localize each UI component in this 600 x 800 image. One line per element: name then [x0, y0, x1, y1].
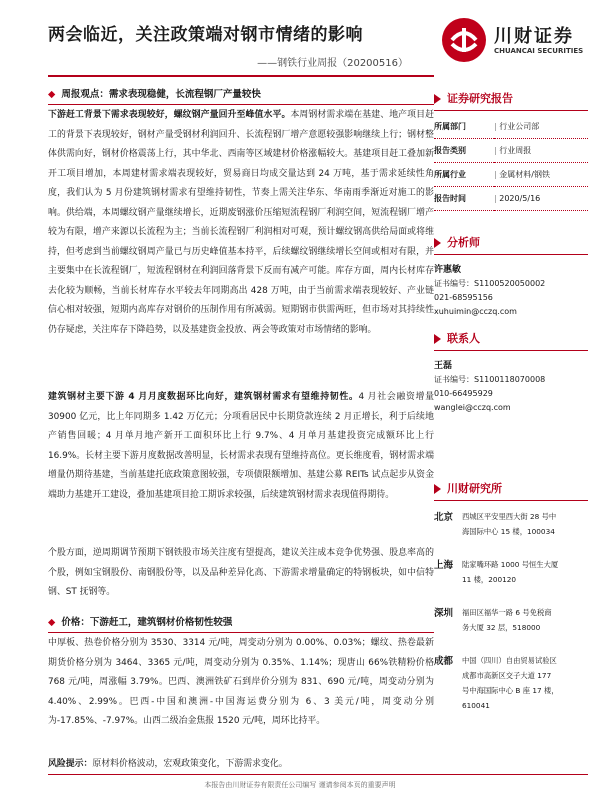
contact-email: wanglei@cczq.com: [434, 403, 511, 412]
info-row: 所属行业 | 金属材料/钢铁: [434, 163, 588, 187]
section-divider: [48, 632, 434, 633]
contact-section: [434, 330, 588, 415]
analyst-heading: 分析师: [434, 234, 588, 250]
risk-warning: 风险提示：原材料价格波动，宏观政策变化，下游需求变化。: [48, 759, 288, 769]
side-divider: [434, 500, 588, 501]
info-row: 报告类别 | 行业周报: [434, 139, 588, 163]
analyst-cert: 证书编号：S1100520050002: [434, 279, 546, 288]
paragraph-stocks: 个股方面，逆周期调节预期下钢铁股市场关注度有望提高，建议关注成本竞争优势强、股息率高的个股，例如宝钢股份、南钢股份等，以及品种差异化高、下游需求增量确定的特钢板块，如中信特钢、ST 抚钢等。: [48, 548, 434, 597]
arrow-icon: [434, 238, 441, 248]
report-header: [0, 0, 600, 84]
footer-divider: [48, 774, 588, 775]
analyst-name: 许惠敏: [434, 265, 462, 275]
report-info-table: [434, 115, 588, 211]
report-subtitle: ——钢铁行业周报（20200516）: [257, 58, 408, 69]
arrow-icon: [434, 484, 441, 494]
section-heading-views: ◆ 周报观点：需求表现稳健，长流程钢厂产量较快: [48, 89, 261, 100]
header-divider: [48, 75, 434, 77]
company-logo: [442, 18, 582, 62]
report-info-section: [434, 90, 588, 211]
analyst-card: [434, 263, 588, 319]
side-divider: [434, 254, 588, 255]
logo-text-cn: 川财证券: [494, 26, 574, 47]
side-divider: [434, 110, 588, 111]
contact-name: 王磊: [434, 361, 453, 371]
contact-cert: 证书编号：S1100118070008: [434, 375, 546, 384]
address-shanghai: 上海 陆家嘴环路 1000 号恒生大厦 11 楼，200120: [434, 560, 559, 584]
address-shenzhen: 深圳 福田区福华一路 6 号免税商 务大厦 32 层，518000: [434, 608, 552, 632]
address-beijing: 北京 西城区平安里西大街 28 号中 海国际中心 15 楼，100034: [434, 512, 557, 536]
arrow-icon: [434, 94, 441, 104]
diamond-bullet-icon: ◆: [48, 89, 56, 100]
arrow-icon: [434, 334, 441, 344]
institute-heading: 川财研究所: [434, 480, 588, 496]
section-heading-price: ◆ 价格：下游赶工，建筑钢材价格韧性较强: [48, 617, 233, 628]
contact-phone: 010-66495929: [434, 389, 493, 398]
diamond-bullet-icon: ◆: [48, 617, 56, 628]
section-divider: [48, 104, 434, 105]
paragraph-prices: 中厚板、热卷价格分别为 3530、3314 元/吨，周变动分别为 0.00%、0.03%；螺纹、热卷最新期货价格分别为 3464、3365 元/吨，周变动分别为 0.35%、1.14%；现唐山 66%铁精粉价格 768 元/吨，周涨幅 3.79%。巴西、澳洲铁矿石到岸价分别为 831、690 元/吨，周变动分别为 4.40%、2.99%。巴西-中国和澳洲-中国海运费分别为 6、3 美元/吨，周变动分别为-17.85%、-7.97%。山西二级冶金焦报 1520 元/吨，周环比持平。: [48, 638, 434, 726]
side-divider: [434, 350, 588, 351]
analyst-email: xuhuimin@cczq.com: [434, 307, 517, 316]
footer-disclaimer: 本报告由川财证券有限责任公司编写 谨请参阅本页的重要声明: [204, 781, 396, 789]
paragraph-demand-supply: 下游赶工背景下需求表现较好，螺纹钢产量回升至峰值水平。本周钢材需求端在基建、地产项目赶工的背景下表现较好，钢材产量受钢材利润回升、长流程钢厂增产意愿较强影响继续上行；钢材整体供需向好，钢材价格震荡上行，其中华北、西南等区域建材价格涨幅较大。基建项目赶工叠加新开工项目增加，本周建材需求端表现较好，贸易商日均成交量达到 24 万吨，基于需求延续性角度，我们认为 5 月份建筑钢材需求有望维持韧性，节奏上需关注华东、华南雨季渐近对施工的影响。供给端，本周螺纹钢产量继续增长，近期废钢涨价压缩短流程钢厂利润空间，短流程钢厂增产较为有限，增产来源以长流程为主；当前长流程钢厂利润相对可观，预计螺纹钢高供给局面或将维持，但考虑到当前螺纹钢周产量已与历史峰值基本持平，后续螺纹钢继续增长空间或相对有限，并主要集中在长流程钢厂，短流程钢材在利润回落背景下反而有减产可能。库存方面，周内长材库存去化较为顺畅，当前长材库存水平较去年同期高出 428 万吨，由于当前需求端表现较好、产业链信心相对较强，短期内高库存对钢价的压制作用有所减弱。短期钢市供需两旺，但市场对其持续性仍存疑虑，关注库存下降趋势，以及基建资金投放、两会等政策对市场情绪的影响。: [48, 110, 434, 335]
report-info-heading: 证券研究报告: [434, 90, 588, 106]
institute-section: [434, 480, 588, 717]
contact-heading: 联系人: [434, 330, 588, 346]
info-row: 所属部门 | 行业公司部: [434, 115, 588, 139]
info-row: 报告时间 | 2020/5/16: [434, 187, 588, 211]
logo-mark-icon: [442, 18, 486, 62]
logo-text-en: CHUANCAI SECURITIES: [494, 47, 584, 55]
contact-card: [434, 359, 588, 415]
analyst-phone: 021-68595156: [434, 293, 493, 302]
report-title: 两会临近，关注政策端对钢市情绪的影响: [48, 25, 363, 45]
analyst-section: [434, 234, 588, 319]
address-chengdu: 成都 中国（四川）自由贸易试验区 成都市高新区交子大道 177 号中海国际中心 B 座 17 楼， 610041: [434, 656, 559, 710]
paragraph-downstream-data: 建筑钢材主要下游 4 月月度数据环比向好，建筑钢材需求有望维持韧性。4 月社会融资增量 30900 亿元，比上年同期多 1.42 万亿元；分项看居民中长期贷款连续 2 月正增长，利于后续地产销售回暖；4 月单月地产新开工面积环比上行 9.7%、4 月单月基建投资完成额环比上行 16.9%。长材主要下游月度数据改善明显，长材需求表现有望维持高位。更长维度看，钢材需求端增量仍期待基建，当前基建托底政策意图较强，专项债限额增加、基建公募 REITs 试点起步从资金端助力基建开工建设，叠加基建项目抢工期诉求较强，后续建筑钢材需求表现值得期待。: [48, 392, 434, 500]
